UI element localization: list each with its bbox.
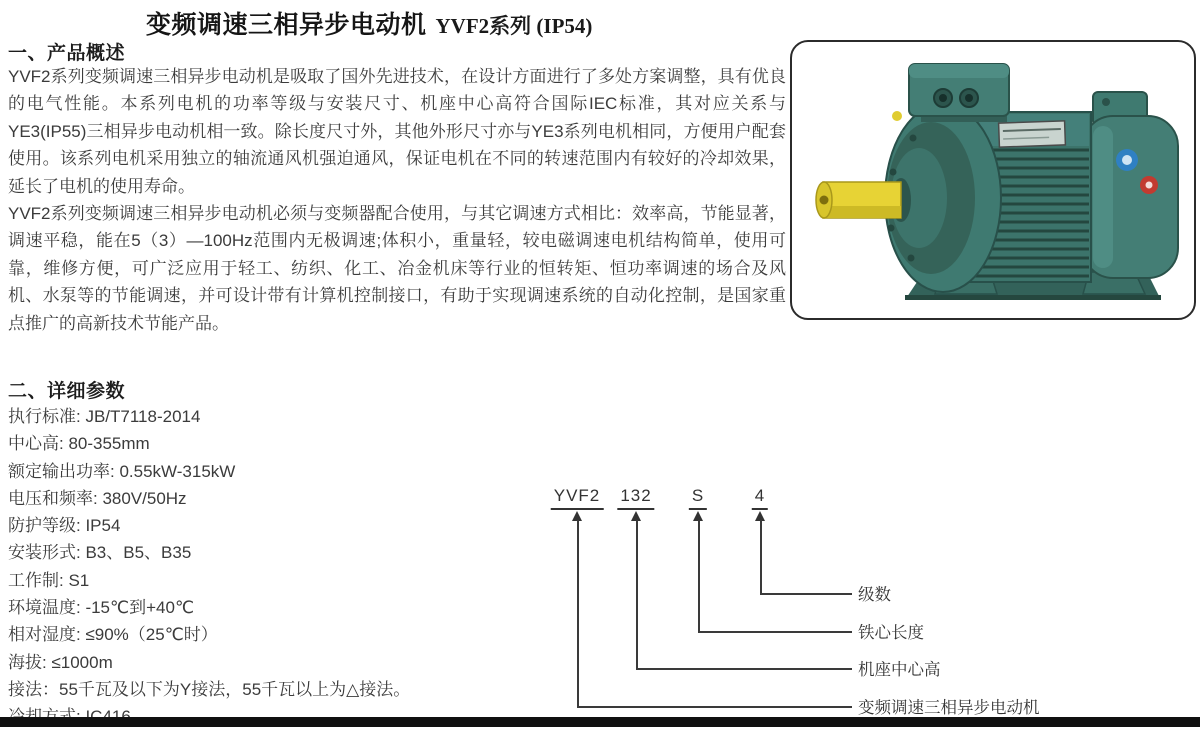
model-code-part-frame: 132	[617, 486, 654, 510]
parameters-heading: 二、详细参数	[8, 381, 126, 402]
param-item: 安装形式: B3、B5、B35	[8, 543, 192, 563]
motor-photo	[792, 42, 1194, 318]
footer-bar	[0, 717, 1200, 727]
param-item: 中心高: 80-355mm	[8, 434, 150, 454]
param-item: 执行标准: JB/T7118-2014	[8, 407, 201, 426]
overview-text	[8, 63, 786, 337]
page-title	[146, 5, 592, 41]
title-main: 变频调速三相异步电动机	[146, 11, 427, 39]
param-item: 相对湿度: ≤90%（25℃时）	[8, 625, 218, 645]
parameters-list	[8, 403, 410, 731]
param-item: 接法：55千瓦及以下为Y接法，55千瓦以上为△接法。	[8, 679, 411, 699]
diagram-label-motor-name: 变频调速三相异步电动机	[858, 699, 1040, 717]
param-item: 电压和频率: 380V/50Hz	[8, 488, 187, 508]
model-code-part-core: S	[689, 486, 707, 510]
param-item: 工作制: S1	[8, 570, 90, 590]
title-series: YVF2系列 (IP54)	[435, 14, 593, 38]
param-item: 环境温度: -15℃到+40℃	[8, 598, 195, 618]
overview-paragraph-2: YVF2系列变频调速三相异步电动机必须与变频器配合使用，与其它调速方式相比：效率高，节能显著，调速平稳，能在5（3）—100Hz范围内无极调速;体积小，重量轻，较电磁调速电机结构简单，使用可靠，维修方便，可广泛应用于轻工、纺织、化工、冶金机床等行业的恒转矩、恒功率调速的场合及风机、水泵等的节能调速，并可设计带有计算机控制接口，有助于实现调速系统的自动化控制，是国家重点推广的高新技术节能产品。	[8, 204, 786, 333]
overview-heading: 一、产品概述	[8, 43, 126, 64]
motor-nameplate	[999, 121, 1066, 147]
param-item: 额定输出功率: 0.55kW-315kW	[8, 461, 236, 481]
connector-line-poles	[760, 520, 852, 595]
diagram-label-poles: 级数	[858, 586, 891, 604]
diagram-label-core-length: 铁心长度	[858, 624, 924, 642]
overview-paragraph-1: YVF2系列变频调速三相异步电动机是吸取了国外先进技术，在设计方面进行了多处方案调整，具有优良的电气性能。本系列电机的功率等级与安装尺寸、机座中心高符合国际IEC标准，其对应关系与YE3(IP55)三相异步电动机相一致。除长度尺寸外，其他外形尺寸亦与YE3系列电机相同，方便用户配套使用。该系列电机采用独立的轴流通风机强迫通风，保证电机在不同的转速范围内有较好的冷却效果，延长了电机的使用寿命。	[8, 67, 786, 196]
param-item: 防护等级: IP54	[8, 516, 121, 536]
diagram-label-frame-height: 机座中心高	[858, 661, 941, 679]
model-code-part-poles: 4	[752, 486, 768, 510]
motor-photo-frame	[790, 40, 1196, 320]
model-code-part-series: YVF2	[551, 486, 604, 510]
param-item: 海拔: ≤1000m	[8, 652, 113, 672]
